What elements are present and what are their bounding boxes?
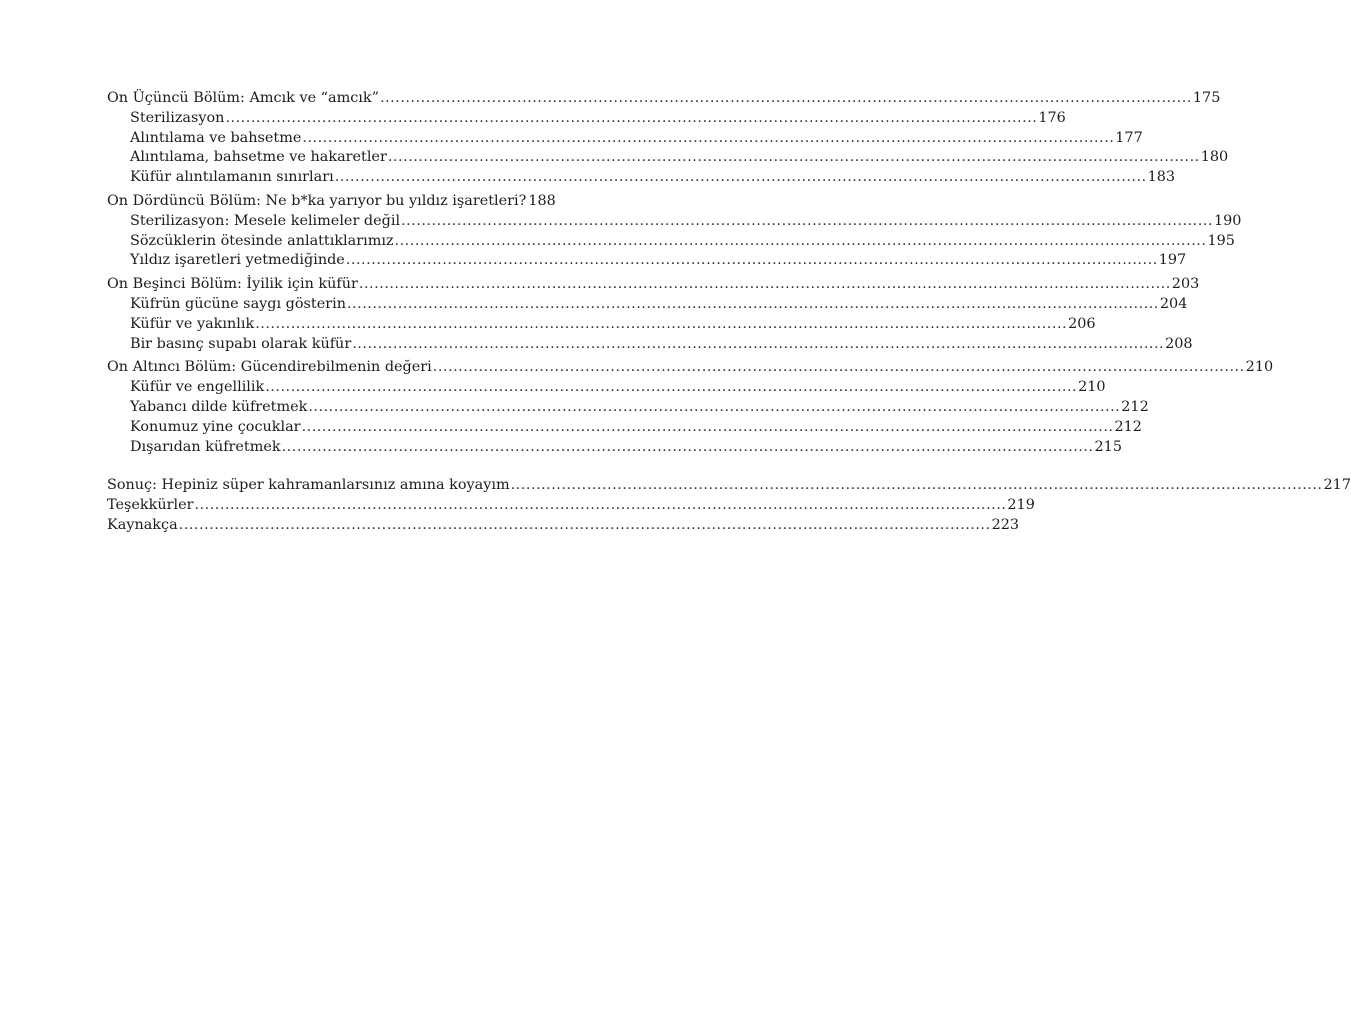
- toc-entry-title: Sterilizasyon: Mesele kelimeler değil: [130, 212, 401, 229]
- toc-entry-page: 215: [1094, 438, 1122, 455]
- toc-entry-title: Konumuz yine çocuklar: [130, 418, 301, 435]
- dot-leader: [433, 358, 1245, 378]
- toc-entry-section: [107, 398, 1149, 418]
- toc-entry-title: Alıntılama, bahsetme ve hakaretler: [130, 149, 387, 166]
- dot-leader: [401, 212, 1213, 232]
- toc-entry-chapter: [107, 358, 1274, 378]
- toc-entry-title: Küfür ve yakınlık: [130, 315, 255, 332]
- toc-entry-chapter: [107, 89, 1221, 109]
- toc-entry-page: 183: [1147, 169, 1176, 186]
- toc-entry-title: Teşekkürler: [107, 497, 194, 514]
- dot-leader: [352, 335, 1164, 355]
- dot-leader: [225, 109, 1037, 129]
- toc-entry-section: [107, 438, 1122, 458]
- toc-entry-page: 190: [1213, 212, 1242, 229]
- toc-entry-chapter: [107, 192, 556, 212]
- toc-entry-section: [107, 378, 1106, 398]
- toc-entry-chapter: [107, 275, 1200, 295]
- dot-leader: [302, 129, 1114, 149]
- toc-entry-page: 212: [1121, 398, 1149, 415]
- toc-entry-title: Bir basınç supabı olarak küfür: [130, 335, 352, 352]
- toc-entry-section: [107, 168, 1176, 188]
- toc-entry-section: [107, 232, 1235, 252]
- toc-entry-title: On Dördüncü Bölüm: Ne b*ka yarıyor bu yıldız işaretleri?: [107, 192, 527, 209]
- toc-entry-page: 210: [1078, 379, 1106, 396]
- toc-entry-section: [107, 315, 1096, 335]
- toc-entry-page: 188: [528, 192, 556, 209]
- toc-entry-page: 195: [1207, 232, 1235, 249]
- toc-entry-page: 223: [991, 516, 1020, 533]
- dot-leader: [347, 295, 1159, 315]
- toc-entry-section: [107, 109, 1066, 129]
- toc-entry-page: 210: [1245, 359, 1274, 376]
- toc-entry-title: Sözcüklerin ötesinde anlattıklarımız: [130, 232, 394, 249]
- toc-entry-page: 180: [1200, 149, 1229, 166]
- toc-entry-page: 204: [1159, 295, 1188, 312]
- toc-entry-title: On Üçüncü Bölüm: Amcık ve “amcık”: [107, 90, 379, 106]
- toc-entry-page: 177: [1115, 129, 1143, 146]
- toc-entry-section: [107, 335, 1193, 355]
- toc-entry-page: 217: [1323, 477, 1351, 494]
- toc-entry-title: Sterilizasyon: [130, 109, 225, 126]
- dot-leader: [255, 315, 1067, 335]
- toc-entry-title: On Altıncı Bölüm: Gücendirebilmenin değeri: [107, 359, 432, 376]
- table-of-contents: [107, 89, 1351, 536]
- toc-entry-endmatter: [107, 516, 1020, 536]
- toc-entry-title: Dışarıdan küfretmek: [130, 438, 281, 455]
- dot-leader: [359, 275, 1171, 295]
- dot-leader: [302, 418, 1114, 438]
- toc-entry-title: Yabancı dilde küfretmek: [130, 398, 308, 415]
- toc-entry-title: On Beşinci Bölüm: İyilik için küfür: [107, 276, 358, 293]
- dot-leader: [511, 476, 1323, 496]
- toc-entry-endmatter: [107, 476, 1351, 496]
- toc-entry-section: [107, 418, 1142, 438]
- toc-entry-page: 219: [1007, 497, 1035, 514]
- toc-entry-section: [107, 148, 1229, 168]
- chapter-14-group: [107, 192, 1242, 271]
- toc-entry-title: Alıntılama ve bahsetme: [130, 129, 302, 146]
- dot-leader: [335, 168, 1147, 188]
- toc-entry-page: 203: [1171, 276, 1200, 293]
- chapter-16-group: [107, 358, 1274, 457]
- toc-entry-page: 206: [1068, 315, 1096, 332]
- toc-entry-title: Küfür alıntılamanın sınırları: [130, 169, 334, 186]
- toc-entry-page: 212: [1114, 418, 1142, 435]
- dot-leader: [194, 496, 1006, 516]
- toc-entry-title: Küfrün gücüne saygı gösterin: [130, 295, 346, 312]
- toc-entry-title: Küfür ve engellilik: [130, 379, 265, 396]
- dot-leader: [346, 251, 1158, 271]
- toc-entry-page: 176: [1038, 109, 1066, 126]
- toc-entry-section: [107, 295, 1188, 315]
- toc-entry-endmatter: [107, 496, 1035, 516]
- toc-entry-title: Kaynakça: [107, 516, 178, 533]
- dot-leader: [282, 438, 1094, 458]
- chapter-13-group: [107, 89, 1229, 188]
- dot-leader: [179, 516, 991, 536]
- dot-leader: [388, 148, 1200, 168]
- toc-entry-page: 197: [1158, 252, 1187, 269]
- toc-entry-page: 208: [1165, 335, 1193, 352]
- dot-leader: [265, 378, 1077, 398]
- endmatter-group: [107, 476, 1351, 535]
- toc-entry-section: [107, 251, 1187, 271]
- dot-leader: [380, 89, 1192, 109]
- dot-leader: [395, 232, 1207, 252]
- toc-entry-title: Yıldız işaretleri yetmediğinde: [130, 252, 345, 269]
- dot-leader: [308, 398, 1120, 418]
- chapter-15-group: [107, 275, 1200, 354]
- toc-entry-section: [107, 212, 1242, 232]
- toc-entry-page: 175: [1192, 90, 1221, 106]
- toc-entry-section: [107, 129, 1143, 149]
- toc-entry-title: Sonuç: Hepiniz süper kahramanlarsınız amına koyayım: [107, 477, 510, 494]
